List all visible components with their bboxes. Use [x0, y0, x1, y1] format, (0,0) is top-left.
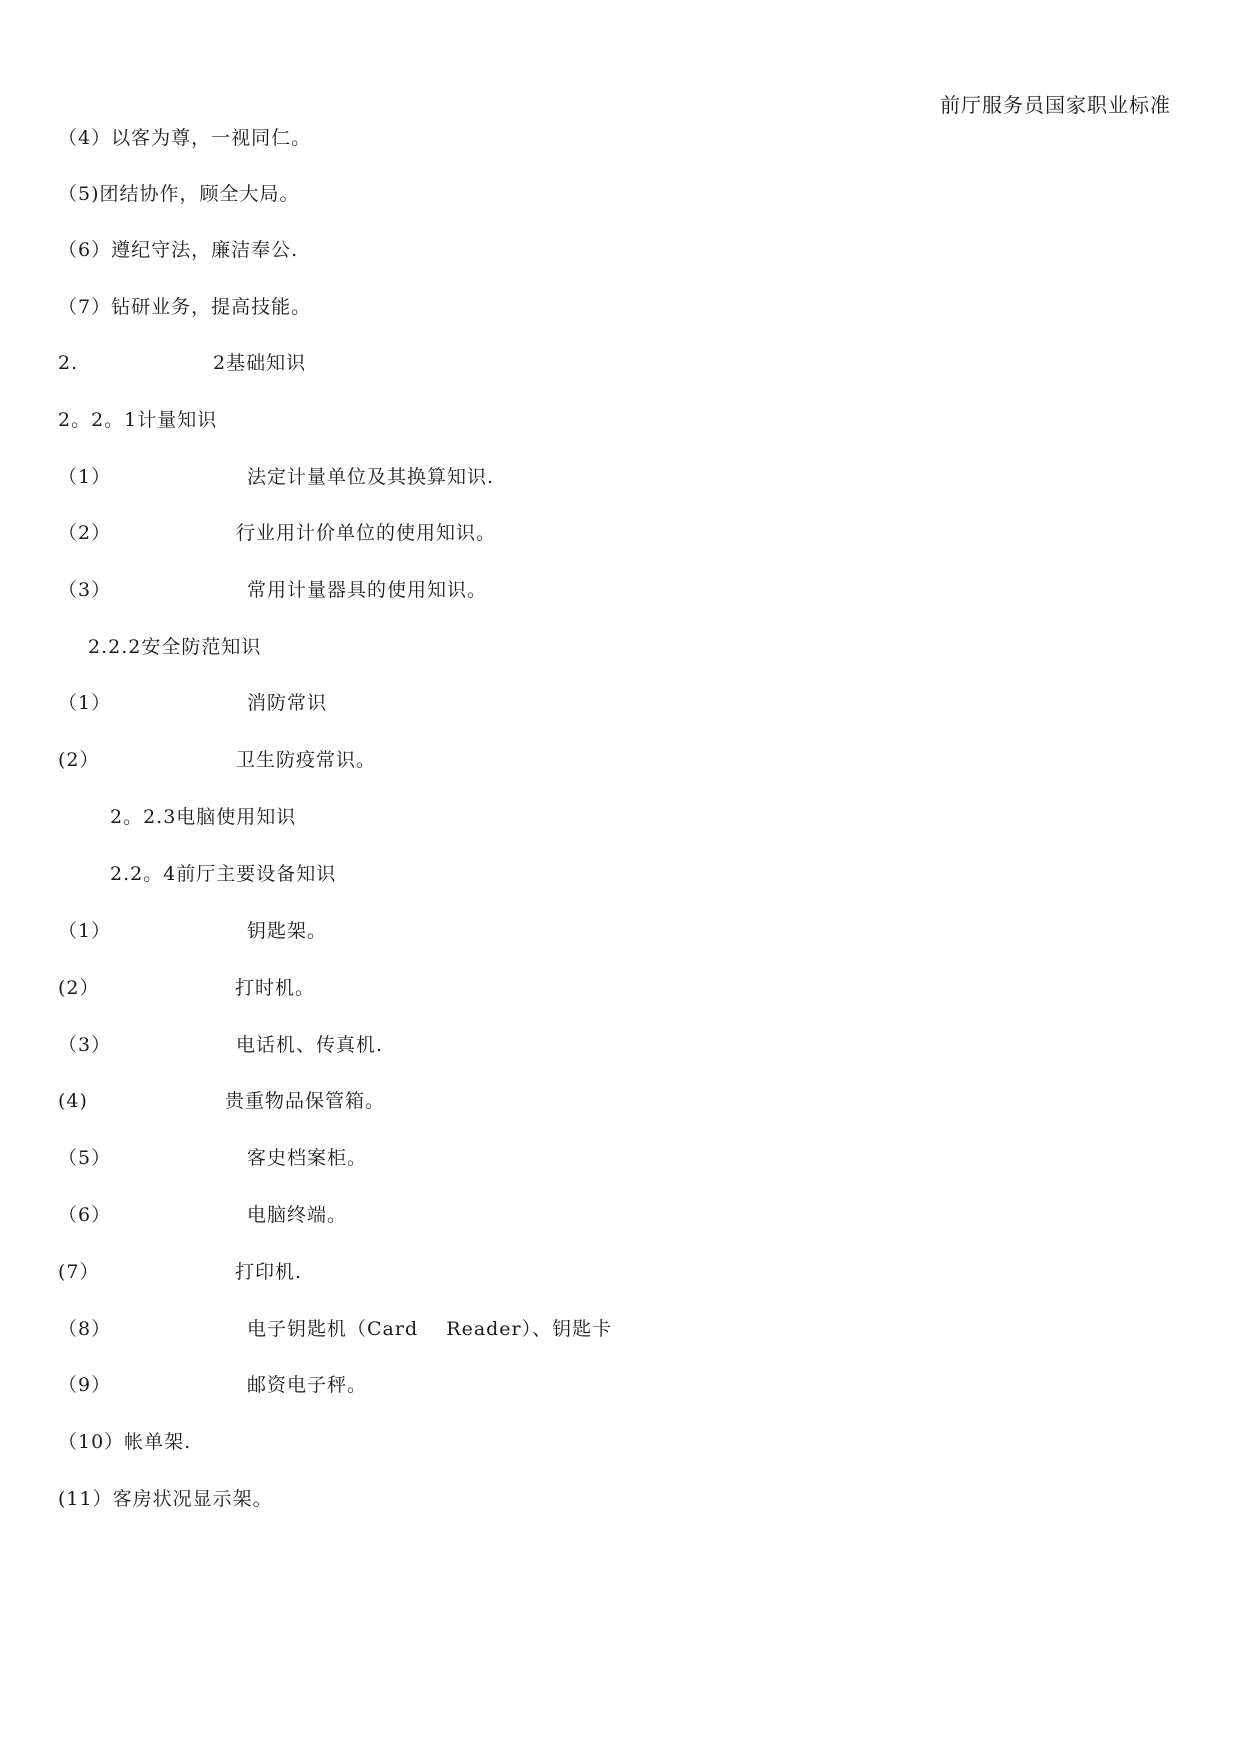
line-text: （10）帐单架. — [58, 1431, 192, 1453]
item-text: 常用计量器具的使用知识。 — [247, 579, 488, 601]
item-text: 打时机。 — [235, 977, 316, 999]
item-text: 贵重物品保管箱。 — [225, 1090, 386, 1112]
item-text: 电脑终端。 — [247, 1204, 348, 1226]
item-text: 法定计量单位及其换算知识. — [247, 466, 495, 488]
item-number: （3） — [58, 579, 112, 601]
item-text: 钥匙架。 — [247, 920, 328, 942]
section-title: 2。2.3电脑使用知识 — [110, 806, 297, 828]
item-number: （1） — [58, 466, 112, 488]
item-number: （1） — [58, 692, 112, 714]
section-title: 2.2。4前厅主要设备知识 — [110, 863, 337, 885]
item-text: 客史档案柜。 — [247, 1147, 368, 1169]
section-title: 2。2。1计量知识 — [58, 409, 218, 431]
section-number: 2. — [58, 352, 79, 374]
item-number: （5） — [58, 1147, 112, 1169]
item-number: (7） — [58, 1261, 100, 1283]
item-number: （9） — [58, 1374, 112, 1396]
section-title: 2.2.2安全防范知识 — [88, 636, 262, 658]
item-text: 电子钥匙机（Card Reader）、钥匙卡 — [247, 1318, 613, 1340]
line-text: （7）钻研业务，提高技能。 — [58, 296, 312, 318]
item-text: 卫生防疫常识。 — [236, 749, 377, 771]
item-number: （6） — [58, 1204, 112, 1226]
item-number: (2） — [58, 749, 100, 771]
item-text: 消防常识 — [247, 692, 328, 714]
item-number: （2） — [58, 522, 112, 544]
line-text: （6）遵纪守法，廉洁奉公. — [58, 239, 299, 261]
item-number: （3） — [58, 1034, 112, 1056]
item-text: 邮资电子秤。 — [247, 1374, 368, 1396]
item-number: （1） — [58, 920, 112, 942]
item-text: 行业用计价单位的使用知识。 — [236, 522, 497, 544]
line-text: （5)团结协作，顾全大局。 — [58, 183, 300, 205]
item-text: 打印机. — [235, 1261, 303, 1283]
item-number: （8） — [58, 1318, 112, 1340]
page-header-title: 前厅服务员国家职业标准 — [940, 93, 1171, 117]
section-title: 2基础知识 — [213, 352, 307, 374]
item-number: (2） — [58, 977, 100, 999]
line-text: (11）客房状况显示架。 — [58, 1488, 273, 1510]
item-number: (4) — [58, 1090, 88, 1112]
line-text: （4）以客为尊，一视同仁。 — [58, 127, 312, 149]
item-text: 电话机、传真机. — [236, 1034, 384, 1056]
